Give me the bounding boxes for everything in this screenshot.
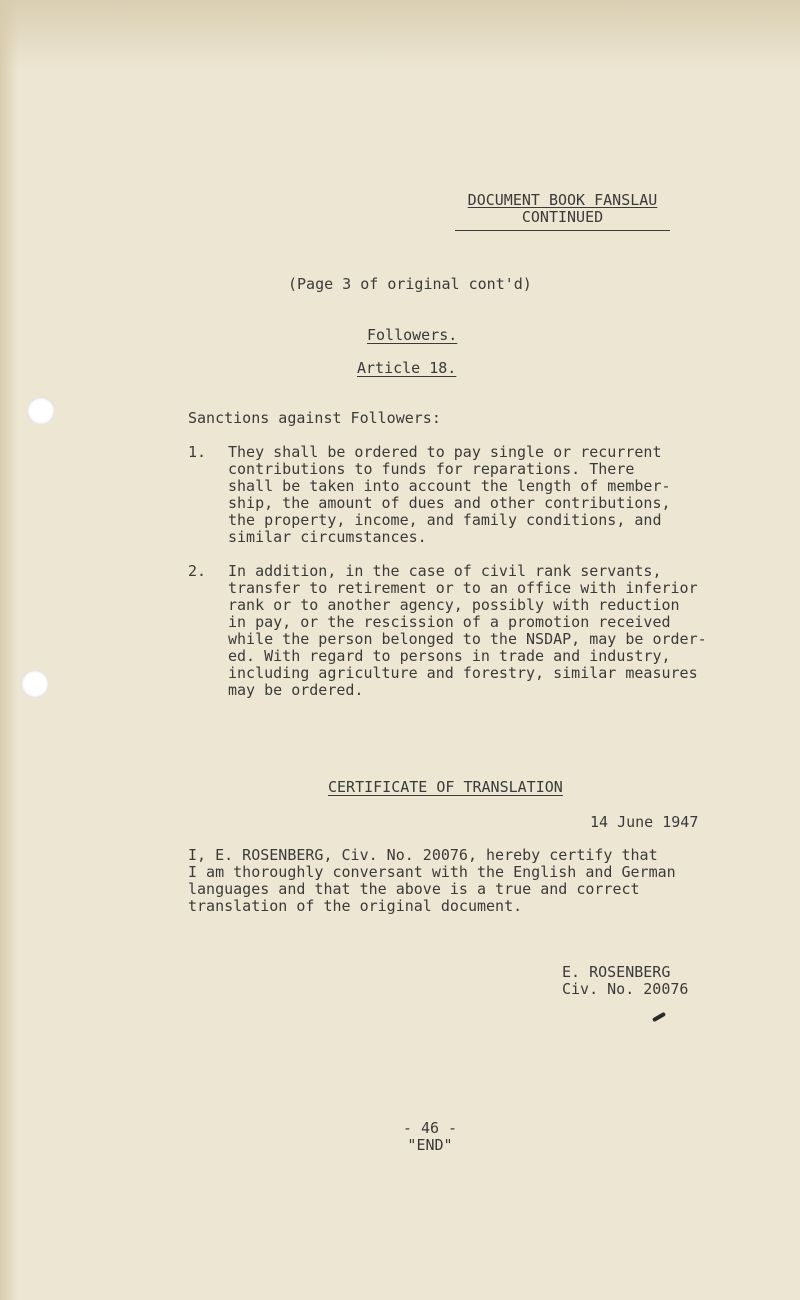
header-title: DOCUMENT BOOK FANSLAU xyxy=(467,191,658,209)
sanctions-heading: Sanctions against Followers: xyxy=(188,409,441,427)
item-line: may be ordered. xyxy=(228,681,364,699)
punch-hole xyxy=(21,670,49,698)
item-line: in pay, or the rescission of a promotion received xyxy=(228,613,671,631)
item-line: transfer to retirement or to an office with inferior xyxy=(228,579,698,597)
paper-edge xyxy=(0,0,18,1300)
list-item xyxy=(228,563,707,699)
item-number: 1. xyxy=(188,443,207,461)
page-number: - 46 - xyxy=(402,1119,458,1137)
document-header xyxy=(455,192,670,231)
paper-stain xyxy=(0,0,800,70)
item-line: rank or to another agency, possibly with reduction xyxy=(228,596,680,614)
page-note: (Page 3 of original cont'd) xyxy=(288,275,532,293)
certificate-line: I am thoroughly conversant with the English and German xyxy=(188,863,676,881)
signature-name: E. ROSENBERG xyxy=(562,963,671,981)
article-title: Article 18. xyxy=(357,359,457,377)
item-line: contributions to funds for reparations. There xyxy=(228,460,635,478)
certificate-line: translation of the original document. xyxy=(188,897,523,915)
item-number: 2. xyxy=(188,562,207,580)
end-label: "END" xyxy=(407,1136,453,1154)
certificate-line: I, E. ROSENBERG, Civ. No. 20076, hereby certify that xyxy=(188,846,658,864)
certificate-title: CERTIFICATE OF TRANSLATION xyxy=(328,778,563,796)
section-title: Followers. xyxy=(367,326,458,344)
item-line: similar circumstances. xyxy=(228,528,427,546)
punch-hole xyxy=(27,397,55,425)
certificate-body xyxy=(188,847,676,915)
item-line: They shall be ordered to pay single or recurrent xyxy=(228,443,662,461)
item-line: shall be taken into account the length of member- xyxy=(228,477,671,495)
item-line: the property, income, and family conditions, and xyxy=(228,511,662,529)
item-line: In addition, in the case of civil rank servants, xyxy=(228,562,662,580)
header-subtitle: CONTINUED xyxy=(521,208,604,226)
item-line: while the person belonged to the NSDAP, may be order- xyxy=(228,630,707,648)
certificate-line: languages and that the above is a true and correct xyxy=(188,880,640,898)
item-line: including agriculture and forestry, similar measures xyxy=(228,664,698,682)
list-item xyxy=(228,444,671,546)
signature-civ-number: Civ. No. 20076 xyxy=(562,980,689,998)
certificate-date: 14 June 1947 xyxy=(590,813,699,831)
item-line: ship, the amount of dues and other contributions, xyxy=(228,494,671,512)
item-line: ed. With regard to persons in trade and industry, xyxy=(228,647,671,665)
pen-mark xyxy=(652,1012,666,1022)
